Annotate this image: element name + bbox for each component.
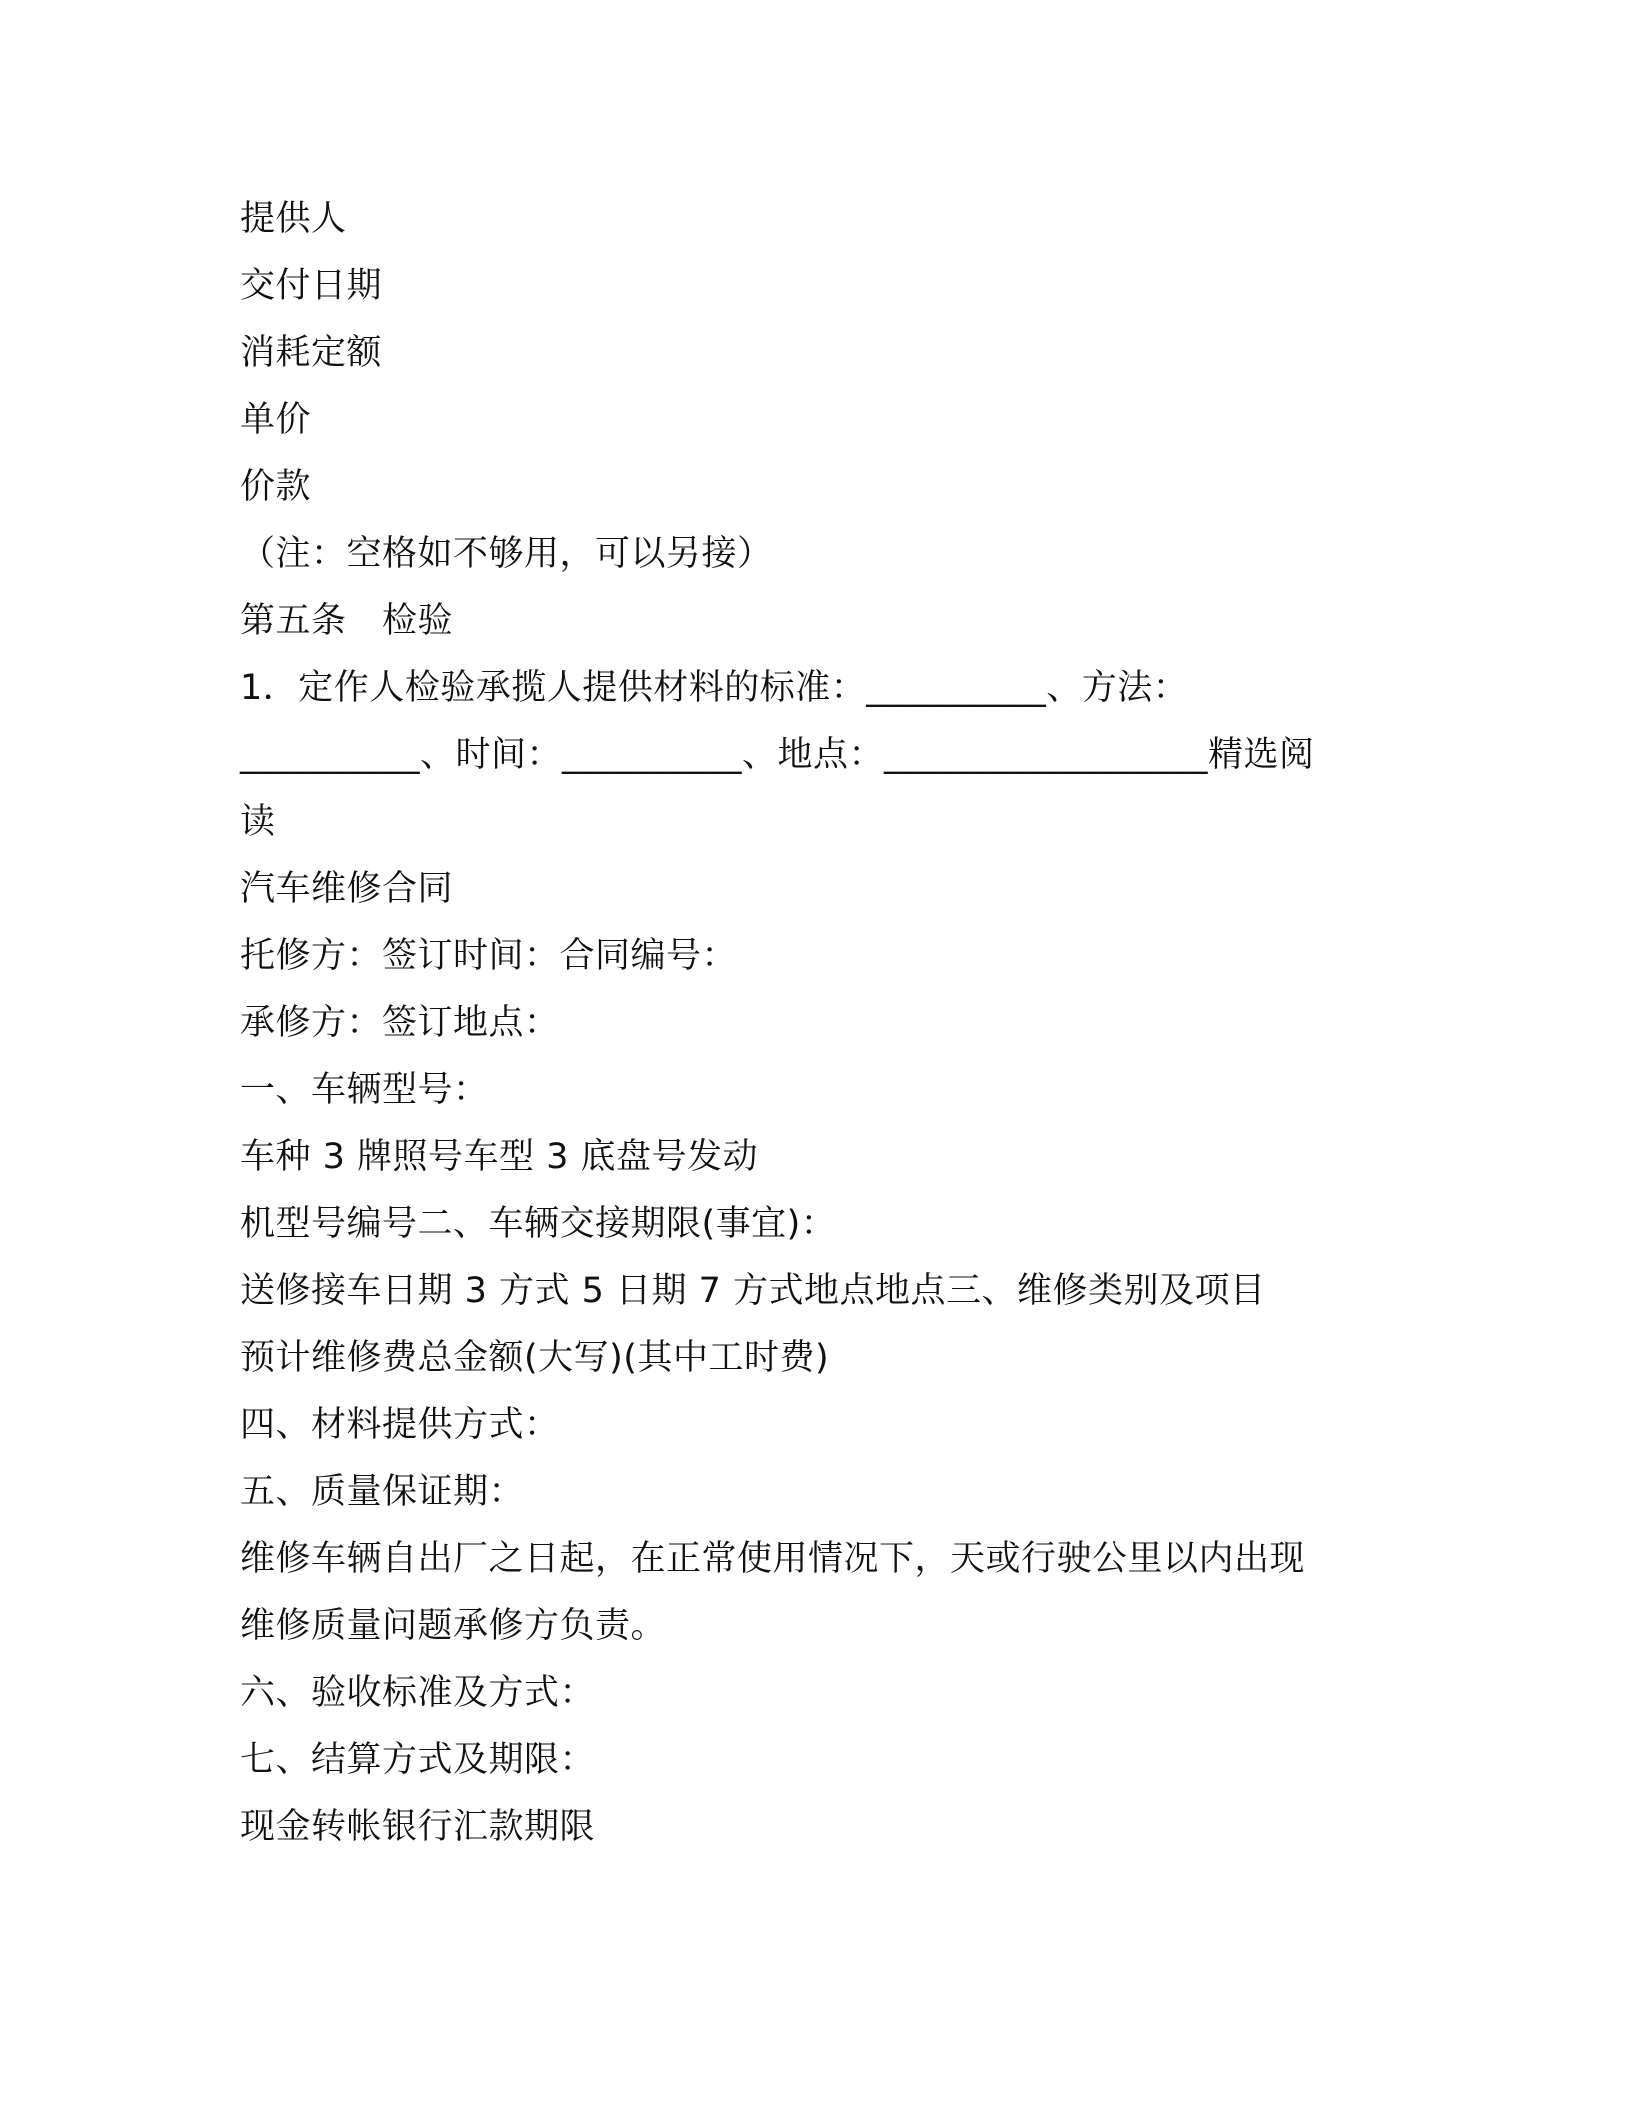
text-line-note: （注：空格如不够用，可以另接） xyxy=(240,534,773,574)
article-five-heading: 第五条 检验 xyxy=(240,601,454,641)
text-line-provider: 提供人 xyxy=(240,199,347,239)
text-line-price: 价款 xyxy=(240,467,312,507)
section-vehicle-model: 一、车辆型号： xyxy=(240,1070,489,1110)
text-line-client: 托修方：签订时间：合同编号： xyxy=(240,936,738,976)
text-line-inspection-2: __________、时间：__________、地点：__________________精选阅 xyxy=(240,735,1315,775)
text-line-estimated-cost: 预计维修费总金额(大写)(其中工时费) xyxy=(240,1338,830,1378)
section-acceptance: 六、验收标准及方式： xyxy=(240,1673,596,1713)
section-settlement: 七、结算方式及期限： xyxy=(240,1740,596,1780)
text-line-handover: 送修接车日期 3 方式 5 日期 7 方式地点地点三、维修类别及项目 xyxy=(240,1271,1266,1311)
text-line-inspection-3: 读 xyxy=(240,802,276,842)
text-line-warranty-2: 维修质量问题承修方负责。 xyxy=(240,1606,667,1646)
text-line-engine-model: 机型号编号二、车辆交接期限(事宜)： xyxy=(240,1204,837,1244)
text-line-inspection-1: 1．定作人检验承揽人提供材料的标准：__________、方法： xyxy=(240,668,1189,708)
text-line-repairer: 承修方：签订地点： xyxy=(240,1003,560,1043)
section-material-supply: 四、材料提供方式： xyxy=(240,1405,560,1445)
section-warranty: 五、质量保证期： xyxy=(240,1472,525,1512)
contract-title: 汽车维修合同 xyxy=(240,869,454,909)
document-body xyxy=(240,186,1380,1861)
text-line-consumption-quota: 消耗定额 xyxy=(240,333,383,373)
text-line-delivery-date: 交付日期 xyxy=(240,266,383,306)
text-line-vehicle-type: 车种 3 牌照号车型 3 底盘号发动 xyxy=(240,1137,759,1177)
text-line-warranty-1: 维修车辆自出厂之日起，在正常使用情况下，天或行驶公里以内出现 xyxy=(240,1539,1306,1579)
text-line-unit-price: 单价 xyxy=(240,400,312,440)
text-line-payment-methods: 现金转帐银行汇款期限 xyxy=(240,1807,596,1847)
